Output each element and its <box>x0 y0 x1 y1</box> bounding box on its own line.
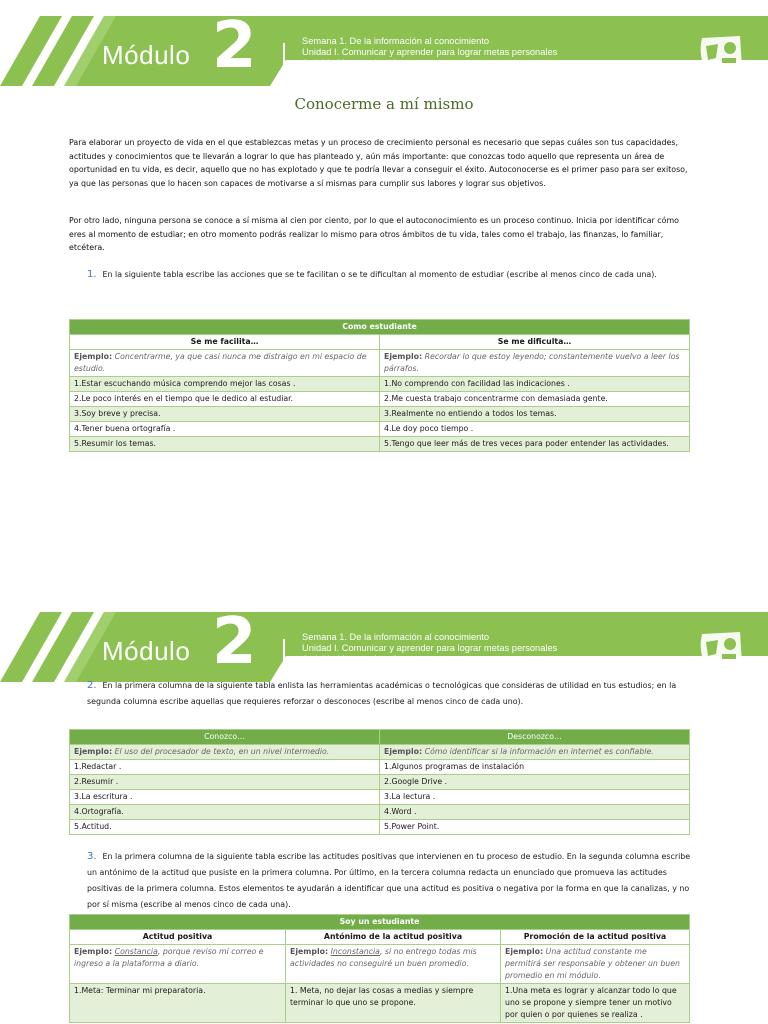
study-table-title: Como estudiante <box>70 320 690 335</box>
table-row <box>70 377 690 392</box>
answer-cell[interactable]: 1. Meta, no dejar las cosas a medias y siempre terminar lo que uno se propone. <box>286 984 501 1023</box>
example-cell: Ejemplo: El uso del procesador de texto, en un nivel intermedio. <box>70 745 380 760</box>
intro-paragraph-1: Para elaborar un proyecto de vida en el que establezcas metas y un proceso de crecimiento personal es necesario que sepas cuáles son tus capacidades, actitudes y conocimientos que te llevarán a lograr lo que has planteado y, aún más importante: que conozcas todo aquello que representa un área de oportunidad en tu vida, es decir, aquello que no has explotado y que te podría llevar a conseguir el éxito. Autoconocerse es el primer paso para ser exitoso, ya que las personas que lo hacen son capaces de motivarse a sí mismas para cumplir sus labores y lograr sus objetivos. <box>69 138 688 189</box>
answer-cell[interactable]: 3.La lectura . <box>380 790 690 805</box>
question-3-text: En la primera columna de la siguiente tabla escribe las actitudes positivas que intervienen en tu proceso de estudio. En la segunda columna escribe un antónimo de la actitud que pusiste en la primera columna. Por último, en la tercera columna redacta un enunciado que promueva las actitudes positivas de la primera columna. Estos elementos te ayudarán a identificar que una actitud es positiva o negativa por la forma en que la canalizas, y no por sí misma (escribe al menos cinco de cada una). <box>87 852 691 909</box>
table-row <box>70 775 690 790</box>
answer-cell[interactable]: 2.Me cuesta trabajo concentrarme con demasiada gente. <box>380 392 690 407</box>
question-2-text: En la primera columna de la siguiente tabla enlista las herramientas académicas o tecnológicas que consideras de utilidad en tus estudios; en la segunda columna escribe aquellas que requieres reforzar o desconoces (escribe al menos cinco de cada uno). <box>87 681 677 706</box>
table-row <box>70 422 690 437</box>
answer-cell[interactable]: 4.Ortografía. <box>70 805 380 820</box>
module-banner <box>0 605 768 682</box>
answer-cell[interactable]: 3.Soy breve y precisa. <box>70 407 380 422</box>
answer-cell[interactable]: 5.Resumir los temas. <box>70 437 380 452</box>
course-week: Semana 1. De la información al conocimiento <box>302 632 490 642</box>
table-row <box>70 350 690 377</box>
answer-cell[interactable]: 1.Estar escuchando música comprendo mejor las cosas . <box>70 377 380 392</box>
module-number: 2 <box>212 605 257 679</box>
attitudes-table-col-positive: Actitud positiva <box>70 930 286 945</box>
answer-cell[interactable]: 4.Word . <box>380 805 690 820</box>
example-cell: Ejemplo: Constancia, porque reviso mi correo e ingreso a la plataforma a diario. <box>70 945 286 984</box>
answer-cell[interactable]: 1.Una meta es lograr y alcanzar todo lo que uno se propone y siempre tener un motivo por quien o por quienes se realiza . <box>501 984 690 1023</box>
attitudes-table-col-promotion: Promoción de la actitud positiva <box>501 930 690 945</box>
table-row <box>70 437 690 452</box>
table-row <box>70 805 690 820</box>
question-3-number: 3. <box>87 851 97 862</box>
example-cell: Ejemplo: Cómo identificar si la información en internet es confiable. <box>380 745 690 760</box>
answer-cell[interactable]: 1.Meta: Terminar mi preparatoria. <box>70 984 286 1023</box>
tools-table-col-known: Conozco… <box>70 730 380 745</box>
question-1 <box>87 267 692 283</box>
answer-cell[interactable]: 1.Algunos programas de instalación <box>380 760 690 775</box>
module-number: 2 <box>212 9 257 83</box>
module-label: Módulo <box>102 636 191 666</box>
course-info <box>302 36 557 69</box>
course-week: Semana 1. De la información al conocimiento <box>302 36 490 46</box>
module-banner <box>0 9 768 86</box>
course-activity: Actividad Integradora 1 <box>302 654 398 664</box>
table-row <box>70 392 690 407</box>
answer-cell[interactable]: 2.Google Drive . <box>380 775 690 790</box>
answer-cell[interactable]: 5.Actitud. <box>70 820 380 835</box>
banner-divider <box>283 43 285 65</box>
attitudes-table-title: Soy un estudiante <box>70 915 690 930</box>
answer-cell[interactable]: 3.La escritura . <box>70 790 380 805</box>
answer-cell[interactable]: 4.Le doy poco tiempo . <box>380 422 690 437</box>
intro-paragraph-2: Por otro lado, ninguna persona se conoce a sí misma al cien por ciento, por lo que el autoconocimiento es un proceso continuo. Inicia por identificar cómo eres al momento de estudiar; en otro momento podrás realizar lo mismo para otros ámbitos de tu vida, tales como el trabajo, las finanzas, lo familiar, etcétera. <box>69 216 679 253</box>
question-2-number: 2. <box>87 680 97 691</box>
answer-cell[interactable]: 3.Realmente no entiendo a todos los temas. <box>380 407 690 422</box>
table-row <box>70 760 690 775</box>
module-label: Módulo <box>102 40 191 70</box>
attitudes-table-col-antonym: Antónimo de la actitud positiva <box>286 930 501 945</box>
question-1-text: En la siguiente tabla escribe las acciones que se te facilitan o se te dificultan al momento de estudiar (escribe al menos cinco de cada una). <box>102 270 657 279</box>
answer-cell[interactable]: 4.Tener buena ortografía . <box>70 422 380 437</box>
answer-cell[interactable]: 1.Redactar . <box>70 760 380 775</box>
table-row <box>70 820 690 835</box>
course-unit: Unidad I. Comunicar y aprender para lograr metas personales <box>302 643 558 653</box>
banner-divider <box>283 639 285 661</box>
page-title: Conocerme a mí mismo <box>294 95 474 113</box>
answer-cell[interactable]: 1.No comprendo con facilidad las indicaciones . <box>380 377 690 392</box>
study-table <box>69 319 690 452</box>
example-cell: Ejemplo: Inconstancia, si no entrego todas mis actividades no conseguiré un buen promedio. <box>286 945 501 984</box>
question-2 <box>87 678 692 710</box>
study-table-col-hard: Se me dificulta… <box>380 335 690 350</box>
tools-table <box>69 729 690 835</box>
course-activity: Actividad Integradora 1 <box>302 58 398 68</box>
course-info <box>302 632 557 665</box>
table-row <box>70 407 690 422</box>
table-row <box>70 790 690 805</box>
answer-cell[interactable]: 2.Le poco interés en el tiempo que le dedico al estudiar. <box>70 392 380 407</box>
question-1-number: 1. <box>87 269 97 280</box>
answer-cell[interactable]: 5.Tengo que leer más de tres veces para poder entender las actividades. <box>380 437 690 452</box>
answer-cell[interactable]: 2.Resumir . <box>70 775 380 790</box>
table-row <box>70 745 690 760</box>
course-unit: Unidad I. Comunicar y aprender para lograr metas personales <box>302 47 558 57</box>
table-row <box>70 945 690 984</box>
example-cell: Ejemplo: Recordar lo que estoy leyendo; constantemente vuelvo a leer los párrafos. <box>380 350 690 377</box>
question-3 <box>87 849 692 913</box>
study-table-col-easy: Se me facilita… <box>70 335 380 350</box>
answer-cell[interactable]: 5.Power Point. <box>380 820 690 835</box>
example-cell: Ejemplo: Una actitud constante me permitirá ser responsable y obtener un buen promedio en mi módulo. <box>501 945 690 984</box>
table-row <box>70 984 690 1023</box>
example-cell: Ejemplo: Concentrarme, ya que casi nunca me distraigo en mi espacio de estudio. <box>70 350 380 377</box>
prepa-en-linea-logo <box>696 34 744 72</box>
tools-table-col-unknown: Desconozco… <box>380 730 690 745</box>
attitudes-table <box>69 914 690 1023</box>
prepa-en-linea-logo <box>696 630 744 668</box>
